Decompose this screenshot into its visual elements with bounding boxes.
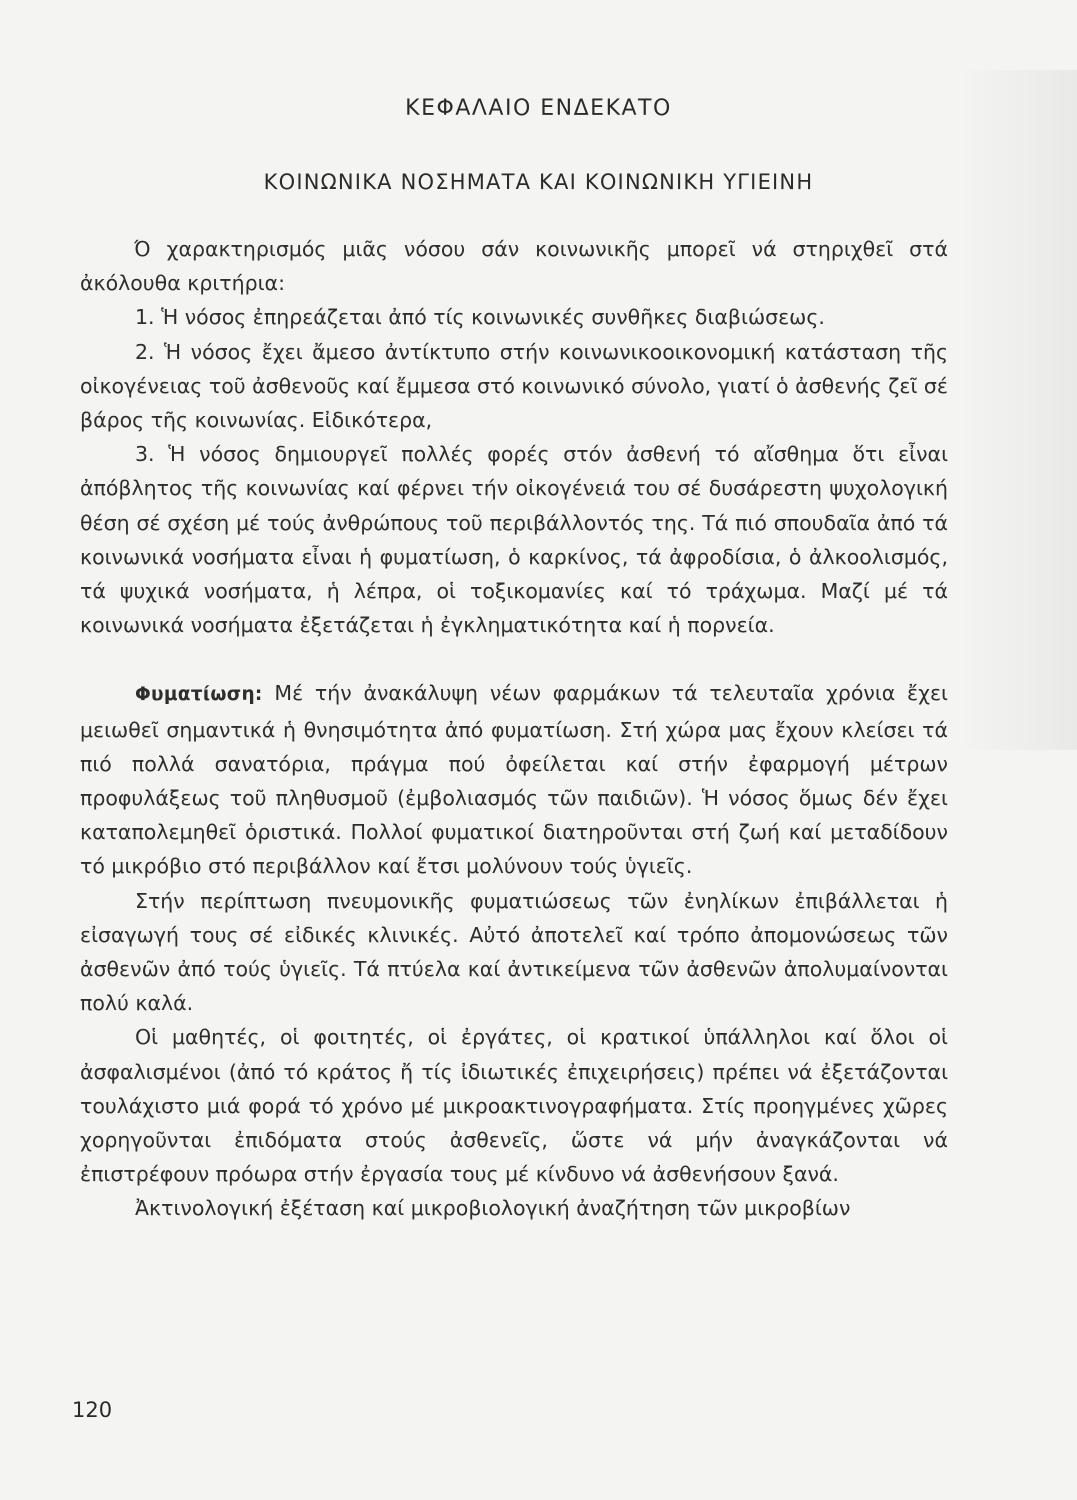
criterion-3: 3. Ἡ νόσος δημιουργεῖ πολλές φορές στόν ἀσθενή τό αἴσθημα ὅτι εἶναι ἀπόβλητος τῆς κοινωνίας καί φέρνει τήν οἰκογένειά του σέ δυσάρεστη ψυχολογική θέση σέ σχέση μέ τούς ἀνθρώπους τοῦ περιβάλλοντός της. Τά πιό σπουδαῖα ἀπό τά κοινωνικά νοσήματα εἶναι ἡ φυματίωση, ὁ καρκίνος, τά ἀφροδίσια, ὁ ἀλκοολισμός, τά ψυχικά νοσήματα, ἡ λέπρα, οἱ τοξικομανίες καί τό τράχωμα. Μαζί μέ τά κοινωνικά νοσήματα ἐξετάζεται ἡ ἐγκληματικότητα καί ἡ πορνεία.	[80, 442, 948, 638]
criterion-2: 2. Ἡ νόσος ἔχει ἄμεσο ἀντίκτυπο στήν κοινωνικοοικονομική κατάσταση τῆς οἰκογένειας τοῦ ἀσθενοῦς καί ἔμμεσα στό κοινωνικό σύνολο, γιατί ὁ ἀσθενής ζεῖ σέ βάρος τῆς κοινωνίας. Εἰδικότερα,	[80, 339, 948, 433]
tuberculosis-text: Μέ τήν ἀνακάλυψη νέων φαρμάκων τά τελευταῖα χρόνια ἔχει μειωθεῖ σημαντικά ἡ θνησιμότητα ἀπό φυματίωση. Στή χώρα μας ἔχουν κλείσει τά πιό πολλά σανατόρια, πράγμα πού ὀφείλεται καί στήν ἐφαρμογή μέτρων προφυλάξεως τοῦ πληθυσμοῦ (ἐμβολιασμός τῶν παιδιῶν). Ἡ νόσος ὅμως δέν ἔχει καταπολεμηθεῖ ὁριστικά. Πολλοί φυματικοί διατηροῦνται στή ζωή καί μεταδίδουν τό μικρόβιο στό περιβάλλον καί ἔτσι μολύνουν τούς ὑγιεῖς.	[80, 681, 948, 879]
chapter-title: ΚΕΦΑΛΑΙΟ ΕΝΔΕΚΑΤΟ	[405, 96, 672, 121]
body-text	[80, 232, 948, 1226]
tuberculosis-paragraph	[80, 676, 948, 883]
criterion-1: 1. Ἡ νόσος ἐπηρεάζεται ἀπό τίς κοινωνικές συνθῆκες διαβιώσεως.	[135, 305, 825, 330]
intro-paragraph: Ό χαρακτηρισμός μιᾶς νόσου σάν κοινωνικῆς μπορεῖ νά στηριχθεῖ στά ἀκόλουθα κριτήρια:	[80, 237, 948, 296]
tuberculosis-term: Φυματίωση:	[135, 684, 263, 706]
paragraph-2: Στήν περίπτωση πνευμονικῆς φυματιώσεως τῶν ἐνηλίκων ἐπιβάλλεται ἡ εἰσαγωγή τους σέ εἰδικές κλινικές. Αὐτό ἀποτελεῖ καί τρόπο ἀπομονώσεως τῶν ἀσθενῶν ἀπό τούς ὑγιεῖς. Τά πτύελα καί ἀντικείμενα τῶν ἀσθενῶν ἀπολυμαίνονται πολύ καλά.	[80, 888, 948, 1016]
paragraph-4: Ἀκτινολογική ἐξέταση καί μικροβιολογική ἀναζήτηση τῶν μικροβίων	[135, 1196, 851, 1221]
section-title: ΚΟΙΝΩΝΙΚΑ ΝΟΣΗΜΑΤΑ ΚΑΙ ΚΟΙΝΩΝΙΚΗ ΥΓΙΕΙΝΗ	[263, 170, 814, 194]
page-number: 120	[72, 1398, 113, 1422]
paragraph-3: Οἱ μαθητές, οἱ φοιτητές, οἱ ἐργάτες, οἱ κρατικοί ὑπάλληλοι καί ὅλοι οἱ ἀσφαλισμένοι (ἀπό τό κράτος ἤ τίς ἰδιωτικές ἐπιχειρήσεις) πρέπει νά ἐξετάζονται τουλάχιστο μιά φορά τό χρόνο μέ μικροακτινογραφήματα. Στίς προηγμένες χῶρες χορηγοῦνται ἐπιδόματα στούς ἀσθενεῖς, ὥστε νά μήν ἀναγκάζονται νά ἐπιστρέφουν πρόωρα στήν ἐργασία τους μέ κίνδυνο νά ἀσθενήσουν ξανά.	[80, 1025, 948, 1187]
paragraph-gap	[80, 642, 948, 676]
